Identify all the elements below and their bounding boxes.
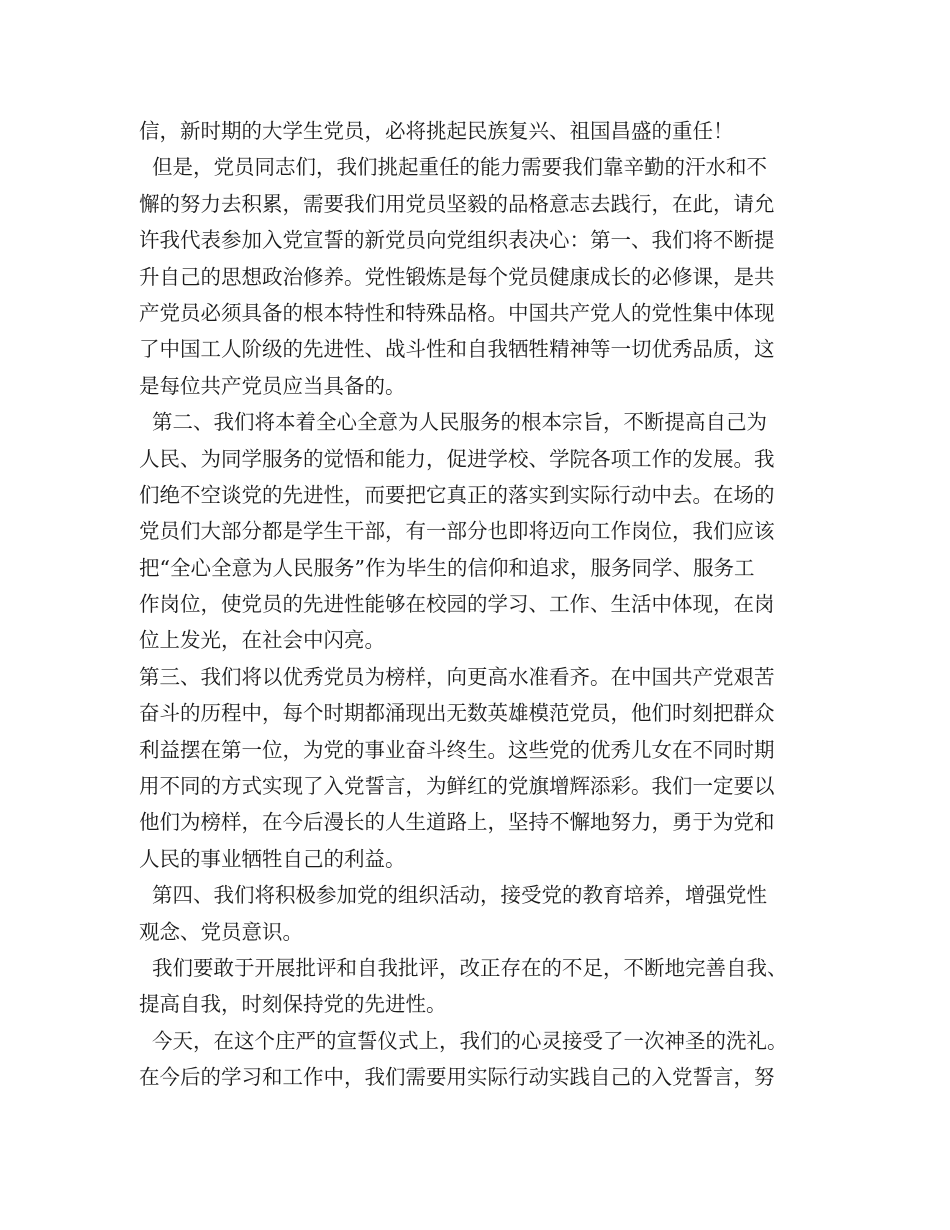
text-line: 用不同的方式实现了入党誓言，为鲜红的党旗增辉添彩。我们一定要以 [139, 774, 775, 799]
text-line: 党员们大部分都是学生干部，有一部分也即将迈向工作岗位，我们应该 [139, 519, 775, 544]
body-text [139, 113, 819, 1096]
text-line: 观念、党员意识。 [139, 919, 303, 944]
text-line: 信，新时期的大学生党员，必将挑起民族复兴、祖国昌盛的重任！ [139, 119, 734, 143]
text-line: 升自己的思想政治修养。党性锻炼是每个党员健康成长的必修课，是共 [139, 264, 775, 289]
text-line: 第四、我们将积极参加党的组织活动，接受党的教育培养，增强党性 [139, 883, 768, 908]
text-line: 但是，党员同志们，我们挑起重任的能力需要我们靠辛勤的汗水和不 [139, 155, 768, 180]
text-line: 是每位共产党员应当具备的。 [139, 373, 406, 398]
text-line: 奋斗的历程中，每个时期都涌现出无数英雄模范党员，他们时刻把群众 [139, 701, 775, 726]
text-line: 懈的努力去积累，需要我们用党员坚毅的品格意志去践行，在此，请允 [139, 191, 775, 216]
text-line: 们绝不空谈党的先进性，而要把它真正的落实到实际行动中去。在场的 [139, 482, 775, 507]
text-line: 利益摆在第一位，为党的事业奋斗终生。这些党的优秀儿女在不同时期 [139, 737, 775, 762]
text-line: 我们要敢于开展批评和自我批评，改正存在的不足，不断地完善自我、 [139, 955, 788, 980]
text-line: 作岗位，使党员的先进性能够在校园的学习、工作、生活中体现，在岗 [139, 592, 775, 617]
text-line: 把“全心全意为人民服务”作为毕生的信仰和追求，服务同学、服务工 [139, 555, 755, 580]
text-line: 在今后的学习和工作中，我们需要用实际行动实践自己的入党誓言，努 [139, 1065, 775, 1090]
text-line: 第二、我们将本着全心全意为人民服务的根本宗旨，不断提高自己为 [139, 410, 768, 435]
text-line: 提高自我，时刻保持党的先进性。 [139, 992, 447, 1017]
text-line: 人民、为同学服务的觉悟和能力，促进学校、学院各项工作的发展。我 [139, 446, 775, 471]
text-line: 今天，在这个庄严的宣誓仪式上，我们的心灵接受了一次神圣的洗礼。 [139, 1028, 788, 1053]
text-line: 了中国工人阶级的先进性、战斗性和自我牺牲精神等一切优秀品质，这 [139, 337, 775, 362]
text-line: 第三、我们将以优秀党员为榜样，向更高水准看齐。在中国共产党艰苦 [139, 664, 775, 689]
text-line: 位上发光，在社会中闪亮。 [139, 628, 385, 653]
text-line: 他们为榜样，在今后漫长的人生道路上，坚持不懈地努力，勇于为党和 [139, 810, 775, 835]
text-line: 产党员必须具备的根本特性和特殊品格。中国共产党人的党性集中体现 [139, 300, 775, 325]
text-line: 人民的事业牺牲自己的利益。 [139, 846, 406, 871]
text-line: 许我代表参加入党宣誓的新党员向党组织表决心：第一、我们将不断提 [139, 228, 775, 253]
